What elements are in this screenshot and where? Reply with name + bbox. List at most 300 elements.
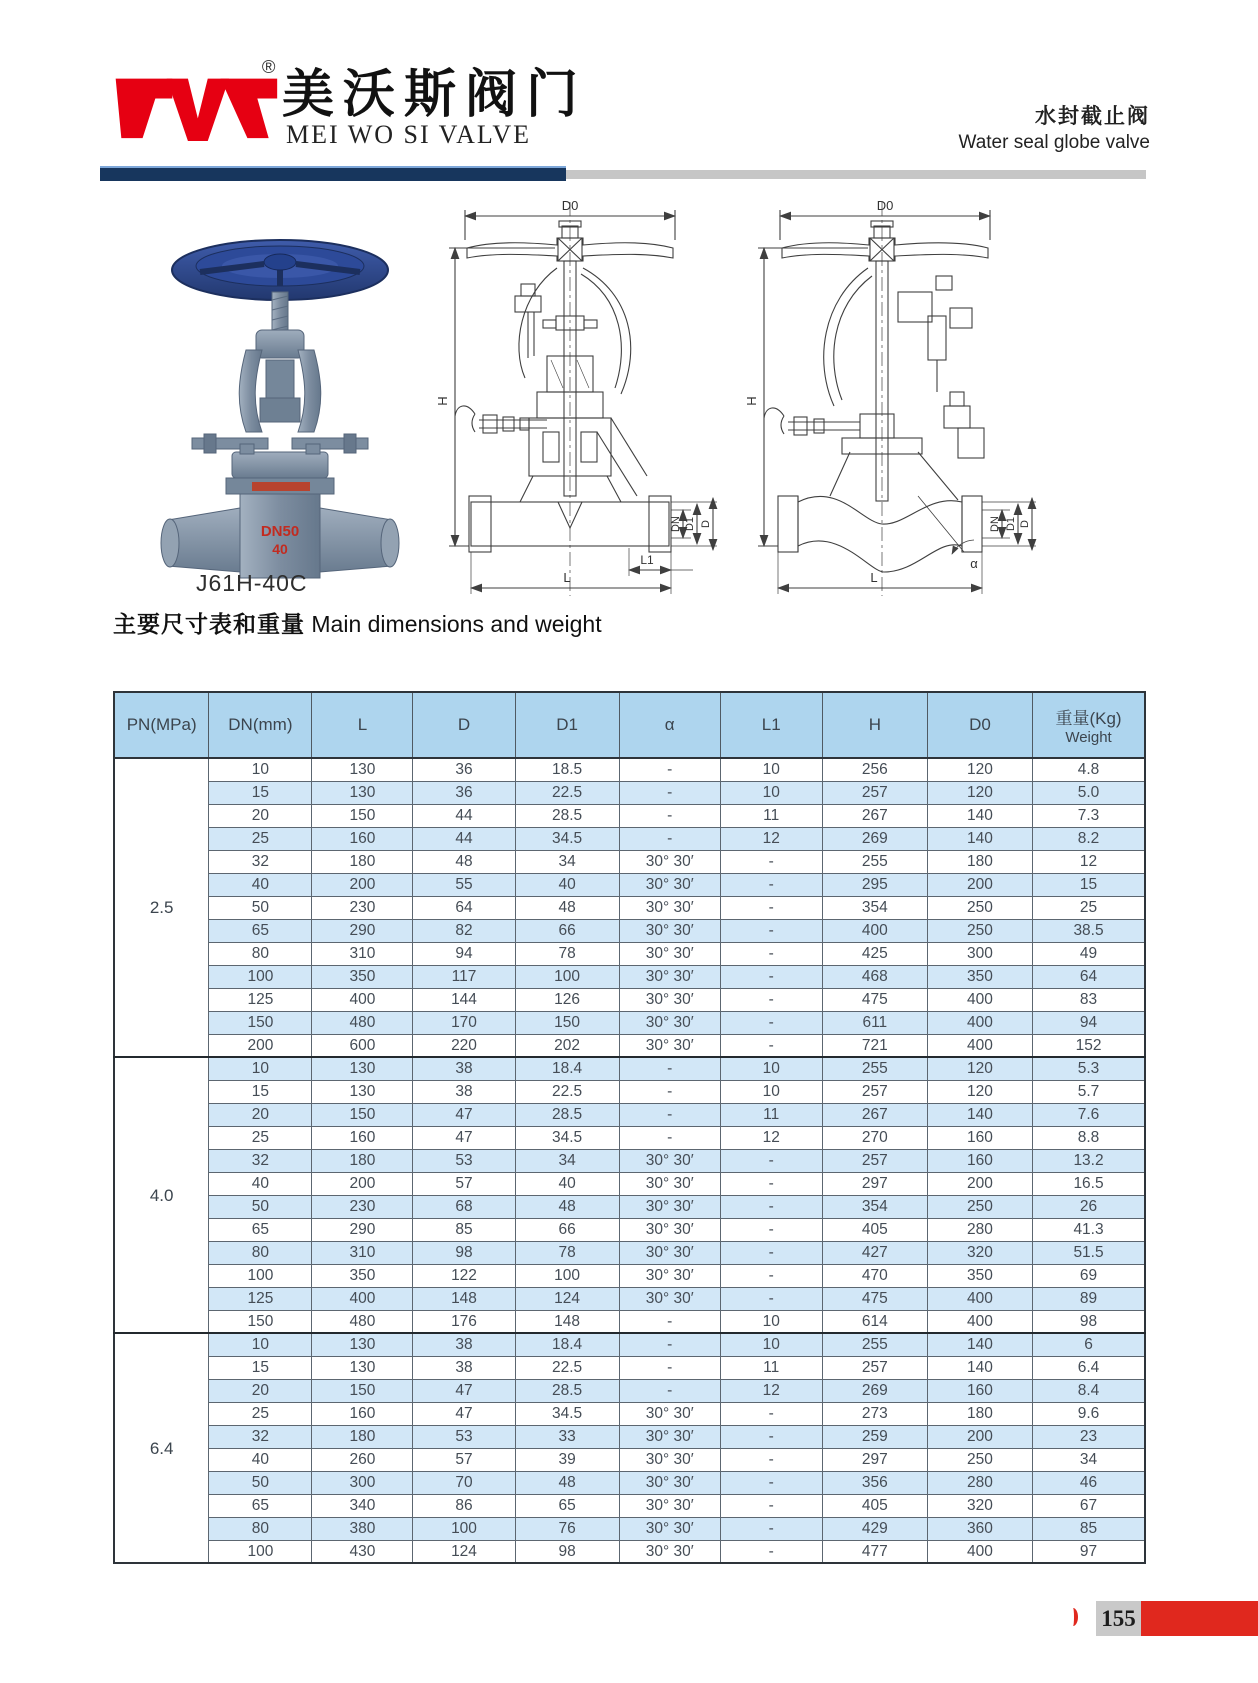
table-cell: 49	[1033, 942, 1145, 965]
table-cell: 250	[927, 896, 1032, 919]
table-row	[114, 1103, 1145, 1126]
table-cell: 51.5	[1033, 1241, 1145, 1264]
table-cell: 269	[822, 1379, 927, 1402]
table-cell: 16.5	[1033, 1172, 1145, 1195]
brand-logo-icon	[110, 56, 280, 158]
table-cell: 200	[312, 873, 413, 896]
table-row	[114, 1172, 1145, 1195]
table-cell: 57	[413, 1172, 515, 1195]
table-cell: 600	[312, 1034, 413, 1057]
table-row	[114, 1540, 1145, 1563]
table-cell: 64	[413, 896, 515, 919]
table-cell: 180	[312, 1149, 413, 1172]
table-cell: 160	[927, 1149, 1032, 1172]
table-cell: -	[619, 1080, 720, 1103]
table-cell: 140	[927, 804, 1032, 827]
table-cell: 30° 30′	[619, 873, 720, 896]
table-cell: -	[720, 1287, 822, 1310]
gland-bolt-right	[292, 438, 368, 449]
table-cell: 126	[515, 988, 619, 1011]
table-cell: 150	[515, 1011, 619, 1034]
handwheel-outline	[782, 238, 988, 261]
table-cell: 400	[927, 1287, 1032, 1310]
product-title-block	[700, 100, 1150, 154]
table-cell: 5.3	[1033, 1057, 1145, 1080]
column-header: D0	[927, 692, 1032, 758]
table-cell: 120	[927, 1080, 1032, 1103]
table-cell: 721	[822, 1034, 927, 1057]
table-cell: 48	[515, 896, 619, 919]
table-cell: 144	[413, 988, 515, 1011]
table-cell: 22.5	[515, 781, 619, 804]
table-cell: 12	[720, 1126, 822, 1149]
table-cell: 257	[822, 781, 927, 804]
table-cell: 260	[312, 1448, 413, 1471]
registered-mark: ®	[261, 56, 276, 77]
table-cell: 11	[720, 1356, 822, 1379]
table-cell: 259	[822, 1425, 927, 1448]
table-row	[114, 1402, 1145, 1425]
table-cell: -	[720, 873, 822, 896]
table-cell: 34.5	[515, 827, 619, 850]
table-cell: 98	[413, 1241, 515, 1264]
table-cell: 130	[312, 1080, 413, 1103]
table-header-row	[114, 692, 1145, 758]
table-cell: 475	[822, 988, 927, 1011]
table-cell: 98	[515, 1540, 619, 1563]
table-cell: 7.3	[1033, 804, 1145, 827]
table-cell: -	[619, 758, 720, 781]
table-cell: -	[720, 919, 822, 942]
table-cell: 80	[209, 942, 312, 965]
table-cell: 48	[515, 1471, 619, 1494]
table-cell: 140	[927, 1333, 1032, 1356]
yoke-arm-left	[239, 350, 262, 432]
column-header: L	[312, 692, 413, 758]
table-row	[114, 896, 1145, 919]
table-cell: 200	[927, 873, 1032, 896]
table-cell: 297	[822, 1448, 927, 1471]
table-cell: 430	[312, 1540, 413, 1563]
stem-nut	[256, 330, 304, 358]
dim-label-d: D	[700, 520, 712, 528]
table-cell: 10	[720, 758, 822, 781]
table-cell: 470	[822, 1264, 927, 1287]
table-cell: 124	[515, 1287, 619, 1310]
table-cell: -	[720, 1264, 822, 1287]
table-cell: 78	[515, 1241, 619, 1264]
product-title-chinese: 水封截止阀	[1035, 105, 1150, 128]
table-cell: 47	[413, 1103, 515, 1126]
table-cell: -	[619, 827, 720, 850]
table-cell: 250	[927, 1195, 1032, 1218]
table-cell: 30° 30′	[619, 850, 720, 873]
table-cell: -	[619, 804, 720, 827]
table-cell: 280	[927, 1471, 1032, 1494]
table-cell: 354	[822, 896, 927, 919]
table-cell: 25	[1033, 896, 1145, 919]
valve-photo	[140, 200, 422, 582]
table-cell: 100	[209, 965, 312, 988]
table-cell: -	[720, 1540, 822, 1563]
dim-label-l: L	[563, 570, 571, 585]
table-cell: 100	[209, 1264, 312, 1287]
table-cell: 9.6	[1033, 1402, 1145, 1425]
dim-label-dn: DN	[670, 516, 682, 532]
table-row	[114, 1333, 1145, 1356]
table-cell: 176	[413, 1310, 515, 1333]
table-cell: 100	[515, 965, 619, 988]
table-cell: -	[720, 1011, 822, 1034]
page-number: 155	[1096, 1601, 1141, 1636]
table-cell: 400	[927, 1011, 1032, 1034]
table-cell: 30° 30′	[619, 1149, 720, 1172]
table-cell: 273	[822, 1402, 927, 1425]
table-cell: 30° 30′	[619, 1402, 720, 1425]
table-cell: 34	[515, 1149, 619, 1172]
table-cell: 340	[312, 1494, 413, 1517]
table-cell: 122	[413, 1264, 515, 1287]
table-cell: 117	[413, 965, 515, 988]
table-cell: 11	[720, 1103, 822, 1126]
table-cell: 66	[515, 919, 619, 942]
table-cell: 354	[822, 1195, 927, 1218]
table-cell: 200	[209, 1034, 312, 1057]
table-row	[114, 1011, 1145, 1034]
table-row	[114, 1195, 1145, 1218]
table-cell: 250	[927, 1448, 1032, 1471]
table-cell: 350	[312, 1264, 413, 1287]
table-cell: 180	[312, 1425, 413, 1448]
table-cell: 150	[209, 1011, 312, 1034]
table-cell: 160	[927, 1126, 1032, 1149]
table-cell: 5.7	[1033, 1080, 1145, 1103]
table-cell: 30° 30′	[619, 1517, 720, 1540]
table-cell: 230	[312, 896, 413, 919]
table-cell: 86	[413, 1494, 515, 1517]
pn-group-cell: 6.4	[114, 1333, 209, 1563]
table-cell: 55	[413, 873, 515, 896]
table-cell: 6.4	[1033, 1356, 1145, 1379]
table-cell: 10	[720, 1080, 822, 1103]
table-cell: 400	[927, 1540, 1032, 1563]
table-cell: 10	[209, 758, 312, 781]
table-cell: 400	[822, 919, 927, 942]
table-cell: 130	[312, 758, 413, 781]
table-cell: 267	[822, 804, 927, 827]
table-cell: 30° 30′	[619, 1425, 720, 1448]
table-row	[114, 1126, 1145, 1149]
table-row	[114, 850, 1145, 873]
brand-name-english: MEI WO SI VALVE	[286, 120, 532, 149]
table-cell: -	[720, 896, 822, 919]
table-cell: 47	[413, 1379, 515, 1402]
table-cell: 89	[1033, 1287, 1145, 1310]
table-row	[114, 1471, 1145, 1494]
table-cell: 614	[822, 1310, 927, 1333]
table-cell: 30° 30′	[619, 919, 720, 942]
table-cell: 140	[927, 1103, 1032, 1126]
table-cell: 160	[312, 1402, 413, 1425]
table-row	[114, 1080, 1145, 1103]
table-cell: -	[619, 1379, 720, 1402]
table-cell: 10	[209, 1333, 312, 1356]
table-cell: 47	[413, 1402, 515, 1425]
table-cell: 160	[927, 1379, 1032, 1402]
table-cell: 65	[209, 919, 312, 942]
bonnet-flange	[232, 452, 328, 478]
table-row	[114, 781, 1145, 804]
table-cell: -	[720, 942, 822, 965]
product-title-english: Water seal globe valve	[958, 132, 1150, 153]
table-cell: 200	[927, 1425, 1032, 1448]
table-cell: 32	[209, 1425, 312, 1448]
section-title	[113, 606, 602, 639]
table-cell: 83	[1033, 988, 1145, 1011]
table-cell: 85	[1033, 1517, 1145, 1540]
table-cell: 22.5	[515, 1356, 619, 1379]
table-cell: 30° 30′	[619, 1287, 720, 1310]
table-cell: 12	[1033, 850, 1145, 873]
table-cell: 400	[927, 1310, 1032, 1333]
table-cell: 130	[312, 1356, 413, 1379]
table-cell: 32	[209, 1149, 312, 1172]
table-row	[114, 965, 1145, 988]
table-cell: 41.3	[1033, 1218, 1145, 1241]
table-cell: 65	[515, 1494, 619, 1517]
table-cell: 50	[209, 1471, 312, 1494]
logo-stroke-v	[167, 79, 229, 141]
table-cell: 468	[822, 965, 927, 988]
table-cell: 30° 30′	[619, 1034, 720, 1057]
table-cell: 34.5	[515, 1402, 619, 1425]
table-cell: 76	[515, 1517, 619, 1540]
table-cell: -	[619, 1356, 720, 1379]
table-row	[114, 942, 1145, 965]
table-cell: 170	[413, 1011, 515, 1034]
table-cell: -	[720, 1241, 822, 1264]
table-cell: 18.5	[515, 758, 619, 781]
table-cell: 68	[413, 1195, 515, 1218]
table-cell: 15	[209, 1080, 312, 1103]
table-cell: -	[619, 1310, 720, 1333]
column-header: α	[619, 692, 720, 758]
table-cell: 280	[927, 1218, 1032, 1241]
table-cell: 85	[413, 1218, 515, 1241]
table-row	[114, 1379, 1145, 1402]
table-cell: -	[720, 1517, 822, 1540]
table-cell: 50	[209, 896, 312, 919]
table-cell: 290	[312, 919, 413, 942]
table-cell: 480	[312, 1310, 413, 1333]
table-cell: 255	[822, 1333, 927, 1356]
dim-label-d1: D1	[1005, 516, 1017, 532]
column-header: L1	[720, 692, 822, 758]
table-cell: 97	[1033, 1540, 1145, 1563]
table-cell: 94	[1033, 1011, 1145, 1034]
table-cell: -	[720, 1218, 822, 1241]
table-cell: 140	[927, 827, 1032, 850]
drain-valve	[455, 406, 475, 432]
logo-stroke-left	[116, 79, 173, 138]
table-cell: 15	[209, 1356, 312, 1379]
table-cell: 5.0	[1033, 781, 1145, 804]
nameplate	[252, 482, 310, 491]
table-cell: 475	[822, 1287, 927, 1310]
table-cell: 270	[822, 1126, 927, 1149]
table-cell: 180	[927, 850, 1032, 873]
table-cell: 30° 30′	[619, 1195, 720, 1218]
table-cell: 30° 30′	[619, 1241, 720, 1264]
table-cell: 30° 30′	[619, 896, 720, 919]
table-cell: 8.4	[1033, 1379, 1145, 1402]
table-cell: -	[720, 1172, 822, 1195]
table-cell: -	[720, 1448, 822, 1471]
dim-label-l: L	[870, 570, 878, 585]
table-cell: 23	[1033, 1425, 1145, 1448]
table-cell: 148	[413, 1287, 515, 1310]
brand-name-chinese: 美沃斯阀门	[282, 67, 588, 124]
dim-label-alpha: α	[970, 556, 978, 571]
table-cell: 320	[927, 1241, 1032, 1264]
table-row	[114, 1448, 1145, 1471]
table-cell: 125	[209, 988, 312, 1011]
table-cell: 78	[515, 942, 619, 965]
table-cell: -	[720, 1402, 822, 1425]
table-cell: 7.6	[1033, 1103, 1145, 1126]
table-cell: 257	[822, 1149, 927, 1172]
body-curve-bottom	[798, 541, 962, 572]
footer-red-accent	[1068, 1608, 1078, 1626]
footer-red-bar	[1141, 1601, 1258, 1636]
table-cell: 150	[209, 1310, 312, 1333]
table-row	[114, 1149, 1145, 1172]
table-cell: 65	[209, 1494, 312, 1517]
body-marking-pn: 40	[272, 541, 288, 557]
table-cell: 53	[413, 1149, 515, 1172]
table-cell: 148	[515, 1310, 619, 1333]
table-cell: 10	[720, 1310, 822, 1333]
section-title-chinese: 主要尺寸表和重量	[113, 611, 305, 637]
table-cell: 30° 30′	[619, 1218, 720, 1241]
yoke-arm-right	[298, 350, 321, 432]
table-cell: 69	[1033, 1264, 1145, 1287]
table-cell: 38	[413, 1080, 515, 1103]
table-cell: 320	[927, 1494, 1032, 1517]
table-cell: 30° 30′	[619, 1471, 720, 1494]
table-cell: 400	[927, 988, 1032, 1011]
table-cell: 34	[515, 850, 619, 873]
table-cell: 40	[515, 1172, 619, 1195]
table-cell: 38	[413, 1356, 515, 1379]
table-cell: 38	[413, 1333, 515, 1356]
table-cell: 150	[312, 1379, 413, 1402]
table-cell: 180	[312, 850, 413, 873]
table-cell: 44	[413, 827, 515, 850]
yoke-arc-right	[583, 268, 631, 394]
table-cell: 480	[312, 1011, 413, 1034]
table-cell: 220	[413, 1034, 515, 1057]
column-header: PN(MPa)	[114, 692, 209, 758]
table-cell: -	[720, 1425, 822, 1448]
dimension-drawing-front	[425, 196, 721, 602]
table-cell: 36	[413, 781, 515, 804]
table-cell: -	[720, 850, 822, 873]
table-cell: -	[619, 1333, 720, 1356]
table-cell: 427	[822, 1241, 927, 1264]
table-cell: 8.8	[1033, 1126, 1145, 1149]
table-cell: -	[720, 965, 822, 988]
table-cell: 15	[209, 781, 312, 804]
table-cell: 256	[822, 758, 927, 781]
table-cell: 300	[312, 1471, 413, 1494]
table-cell: 130	[312, 1333, 413, 1356]
table-cell: 300	[927, 942, 1032, 965]
table-row	[114, 804, 1145, 827]
table-cell: 40	[209, 873, 312, 896]
table-cell: 30° 30′	[619, 1011, 720, 1034]
table-cell: 47	[413, 1126, 515, 1149]
dim-label-l1: L1	[640, 553, 654, 567]
column-header-weight: 重量(Kg) Weight	[1033, 692, 1145, 758]
table-cell: 4.8	[1033, 758, 1145, 781]
table-cell: 80	[209, 1241, 312, 1264]
table-row	[114, 1287, 1145, 1310]
column-header: D1	[515, 692, 619, 758]
table-cell: -	[720, 1195, 822, 1218]
table-cell: 30° 30′	[619, 942, 720, 965]
table-cell: 22.5	[515, 1080, 619, 1103]
table-row	[114, 1241, 1145, 1264]
table-cell: 160	[312, 827, 413, 850]
table-cell: 100	[209, 1540, 312, 1563]
section-title-english: Main dimensions and weight	[305, 611, 602, 637]
dim-label-dn: DN	[989, 516, 1001, 532]
drain-valve	[764, 408, 784, 434]
table-cell: 30° 30′	[619, 1172, 720, 1195]
table-cell: 152	[1033, 1034, 1145, 1057]
table-cell: 12	[720, 1379, 822, 1402]
dim-label-d: D	[1019, 520, 1031, 528]
table-cell: 269	[822, 827, 927, 850]
table-cell: 10	[720, 781, 822, 804]
table-cell: 18.4	[515, 1333, 619, 1356]
dimensions-table	[113, 691, 1146, 1564]
table-cell: 30° 30′	[619, 1540, 720, 1563]
table-row	[114, 1356, 1145, 1379]
table-cell: 12	[720, 827, 822, 850]
table-cell: 50	[209, 1195, 312, 1218]
table-cell: 98	[1033, 1310, 1145, 1333]
table-row	[114, 1264, 1145, 1287]
table-row	[114, 758, 1145, 781]
table-row	[114, 873, 1145, 896]
table-cell: -	[720, 1471, 822, 1494]
table-cell: 400	[927, 1034, 1032, 1057]
header-divider-navy	[100, 166, 566, 181]
table-cell: 150	[312, 804, 413, 827]
table-cell: 34.5	[515, 1126, 619, 1149]
table-cell: 257	[822, 1080, 927, 1103]
table-cell: 30° 30′	[619, 988, 720, 1011]
table-cell: 150	[312, 1103, 413, 1126]
table-cell: 44	[413, 804, 515, 827]
table-cell: 130	[312, 781, 413, 804]
table-cell: 82	[413, 919, 515, 942]
table-cell: 6	[1033, 1333, 1145, 1356]
table-row	[114, 827, 1145, 850]
table-cell: 18.4	[515, 1057, 619, 1080]
